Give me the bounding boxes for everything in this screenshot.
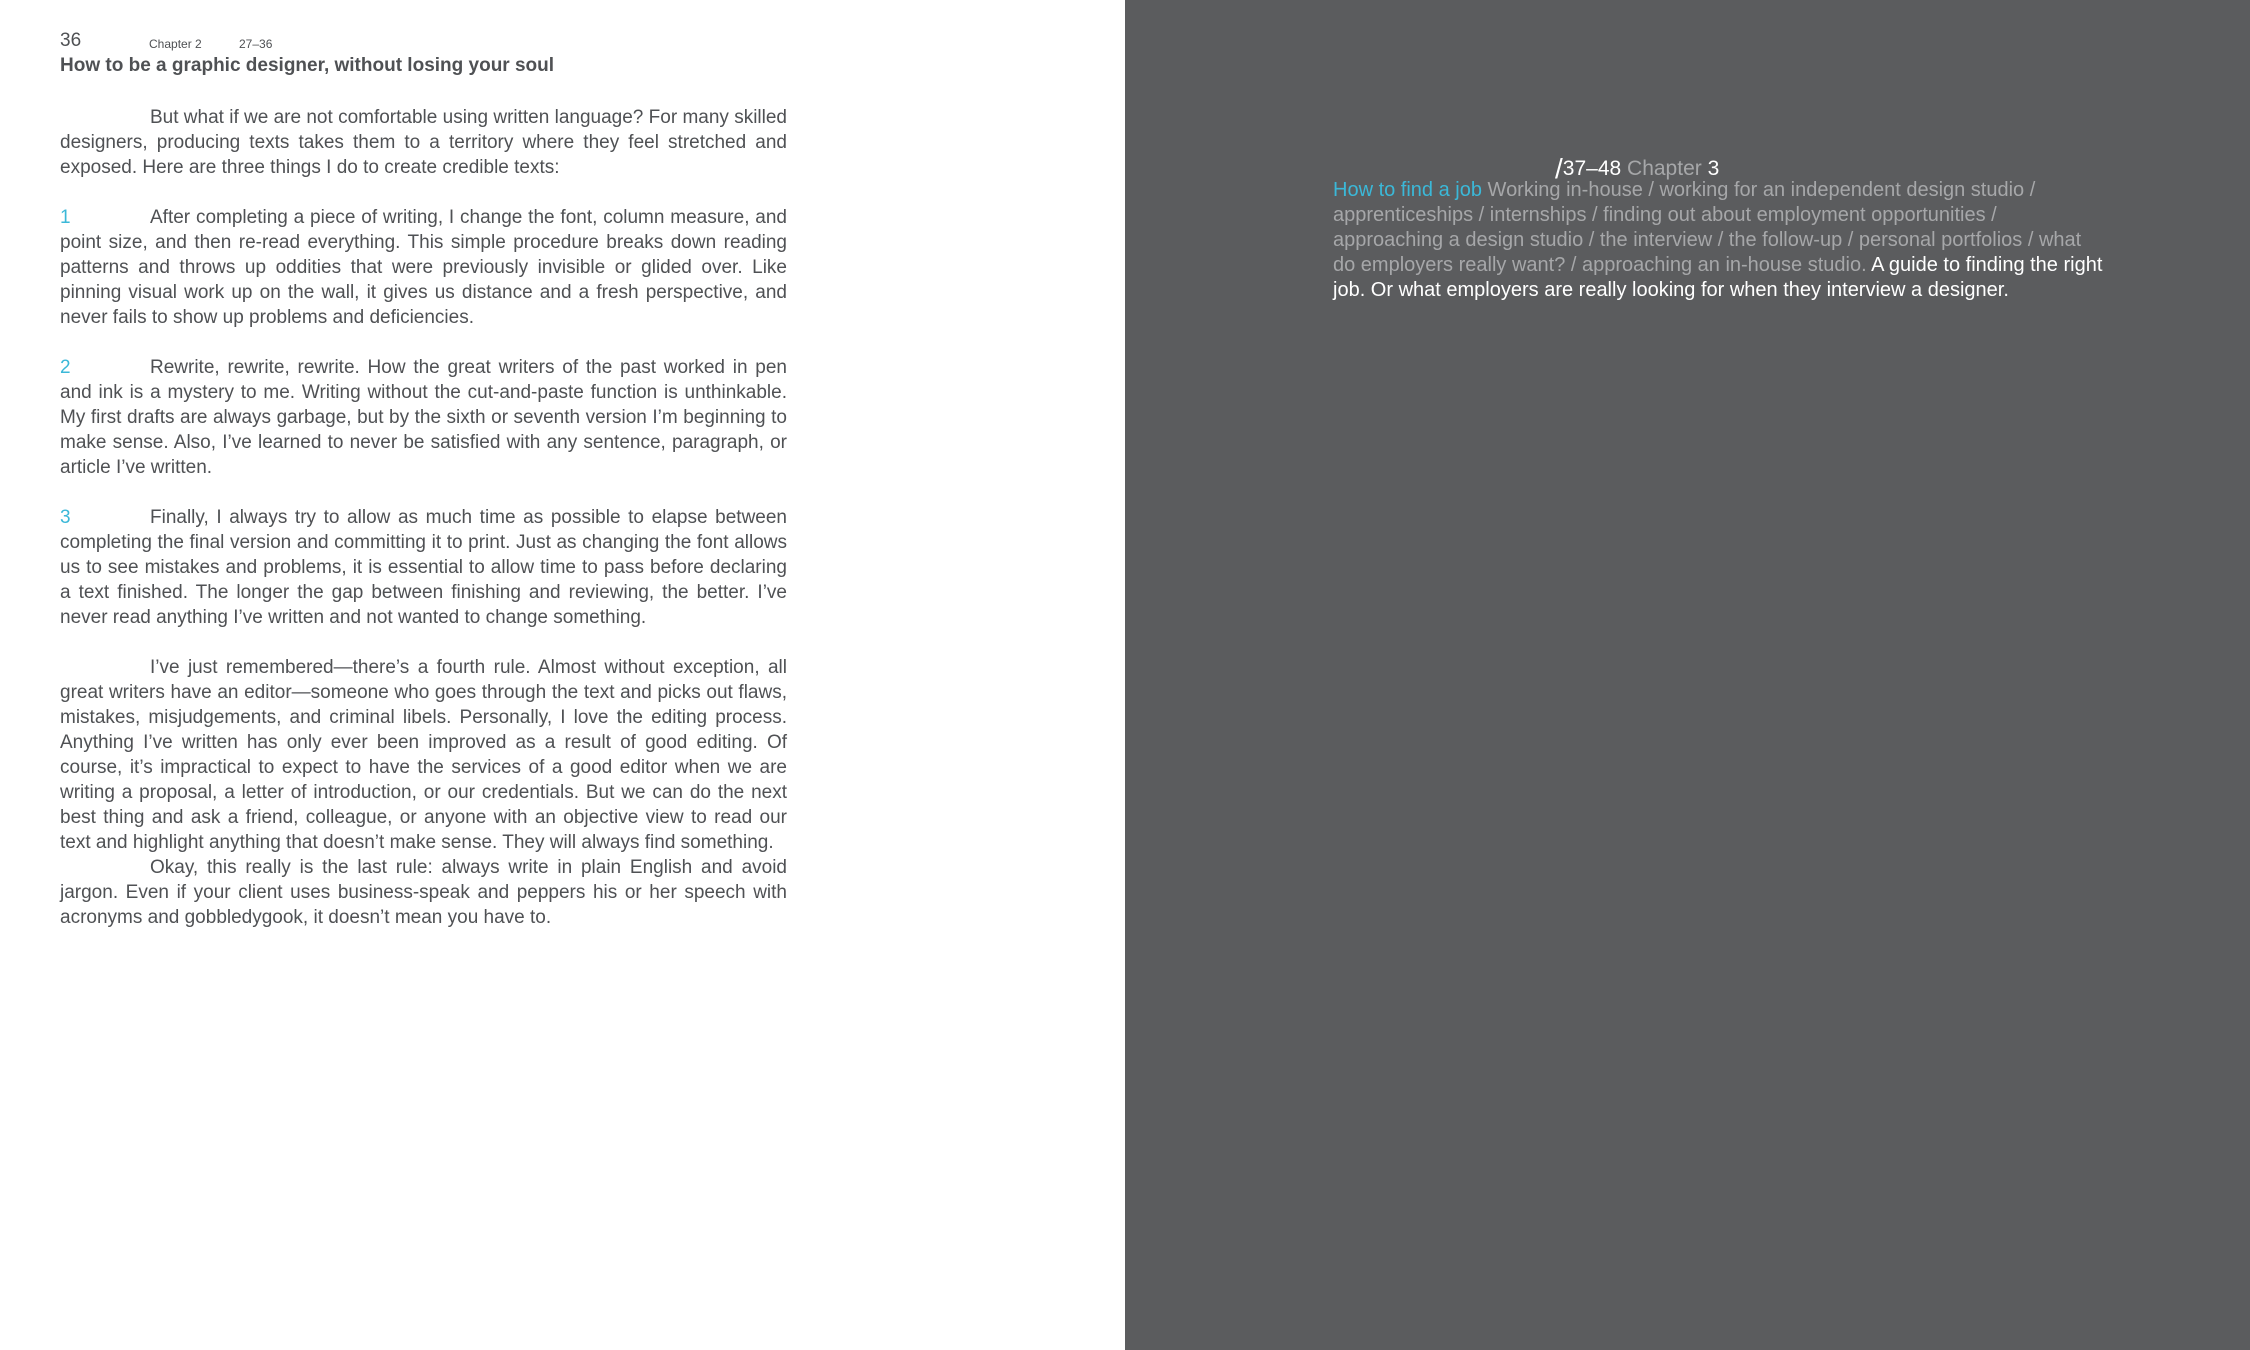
running-head-chapter-label: Chapter 2	[149, 37, 202, 51]
paragraph-number: 2	[60, 357, 71, 378]
chapter-summary: A guide to finding the right job. Or what employers are really looking for when they interview a designer.	[1333, 254, 2103, 301]
slash-mark: /	[1555, 153, 1563, 184]
paragraph-text: Finally, I always try to allow as much time as possible to elapse between completing the final version and committing it to print. Just as changing the font allows us to see mistakes and problems, it is essential to allow time to pass before declaring a text finished. The longer the gap between finishing and reviewing, the better. I’ve never read anything I’ve written and not wanted to change something.	[60, 507, 787, 628]
chapter-title: How to find a job	[1333, 179, 1482, 201]
chapter-word: Chapter	[1627, 157, 1702, 180]
paragraph-text: Rewrite, rewrite, rewrite. How the great writers of the past worked in pen and ink is a mystery to me. Writing without the cut-and-paste function is unthinkable. My first drafts are always garbage, but by the sixth or seventh version I’m beginning to make sense. Also, I’ve learned to never be satisfied with any sentence, paragraph, or article I’ve written.	[60, 357, 787, 478]
body-text	[60, 105, 787, 930]
page-number: 36	[60, 30, 82, 51]
numbered-paragraph-1	[60, 205, 787, 330]
running-head-page-range: 27–36	[239, 37, 273, 51]
chapter-topics: Working in-house / working for an independent design studio / apprenticeships / internships / finding out about employment opportunities / approaching a design studio / the interview / the follow-up / personal portfolios / what do employers really want? / approaching an in-house studio.	[1333, 179, 2082, 276]
numbered-paragraph-2	[60, 355, 787, 480]
fourth-rule-paragraph: I’ve just remembered—there’s a fourth rule. Almost without exception, all great writers have an editor—someone who goes through the text and picks out flaws, mistakes, misjudgements, and criminal libels. Personally, I love the editing process. Anything I’ve written has only ever been improved as a result of good editing. Of course, it’s impractical to expect to have the services of a good editor when we are writing a proposal, a letter of introduction, or our credentials. But we can do the next best thing and ask a friend, colleague, or anyone with an objective view to read our text and highlight anything that doesn’t make sense. They will always find something.	[60, 657, 787, 853]
chapter-number: 3	[1707, 157, 1720, 180]
numbered-paragraph-3	[60, 505, 787, 630]
paragraph-number: 1	[60, 207, 71, 228]
intro-paragraph: But what if we are not comfortable using written language? For many skilled designers, producing texts takes them to a territory where they feel stretched and exposed. Here are three things I do to create credible texts:	[60, 107, 787, 178]
running-head	[60, 30, 820, 54]
chapter-page-range: 37–48	[1562, 157, 1622, 180]
paragraph-text: After completing a piece of writing, I change the font, column measure, and point size, and then re-read everything. This simple procedure breaks down reading patterns and throws up oddities that were previously invisible or glided over. Like pinning visual work up on the wall, it gives us distance and a fresh perspective, and never fails to show up problems and deficiencies.	[60, 207, 787, 328]
book-title: How to be a graphic designer, without losing your soul	[60, 55, 555, 76]
chapter-description	[1333, 178, 2103, 303]
paragraph-number: 3	[60, 507, 71, 528]
right-page	[1125, 0, 2250, 1350]
last-rule-paragraph: Okay, this really is the last rule: always write in plain English and avoid jargon. Even if your client uses business-speak and peppers his or her speech with acronyms and gobbledygook, it doesn’t mean you have to.	[60, 857, 787, 928]
